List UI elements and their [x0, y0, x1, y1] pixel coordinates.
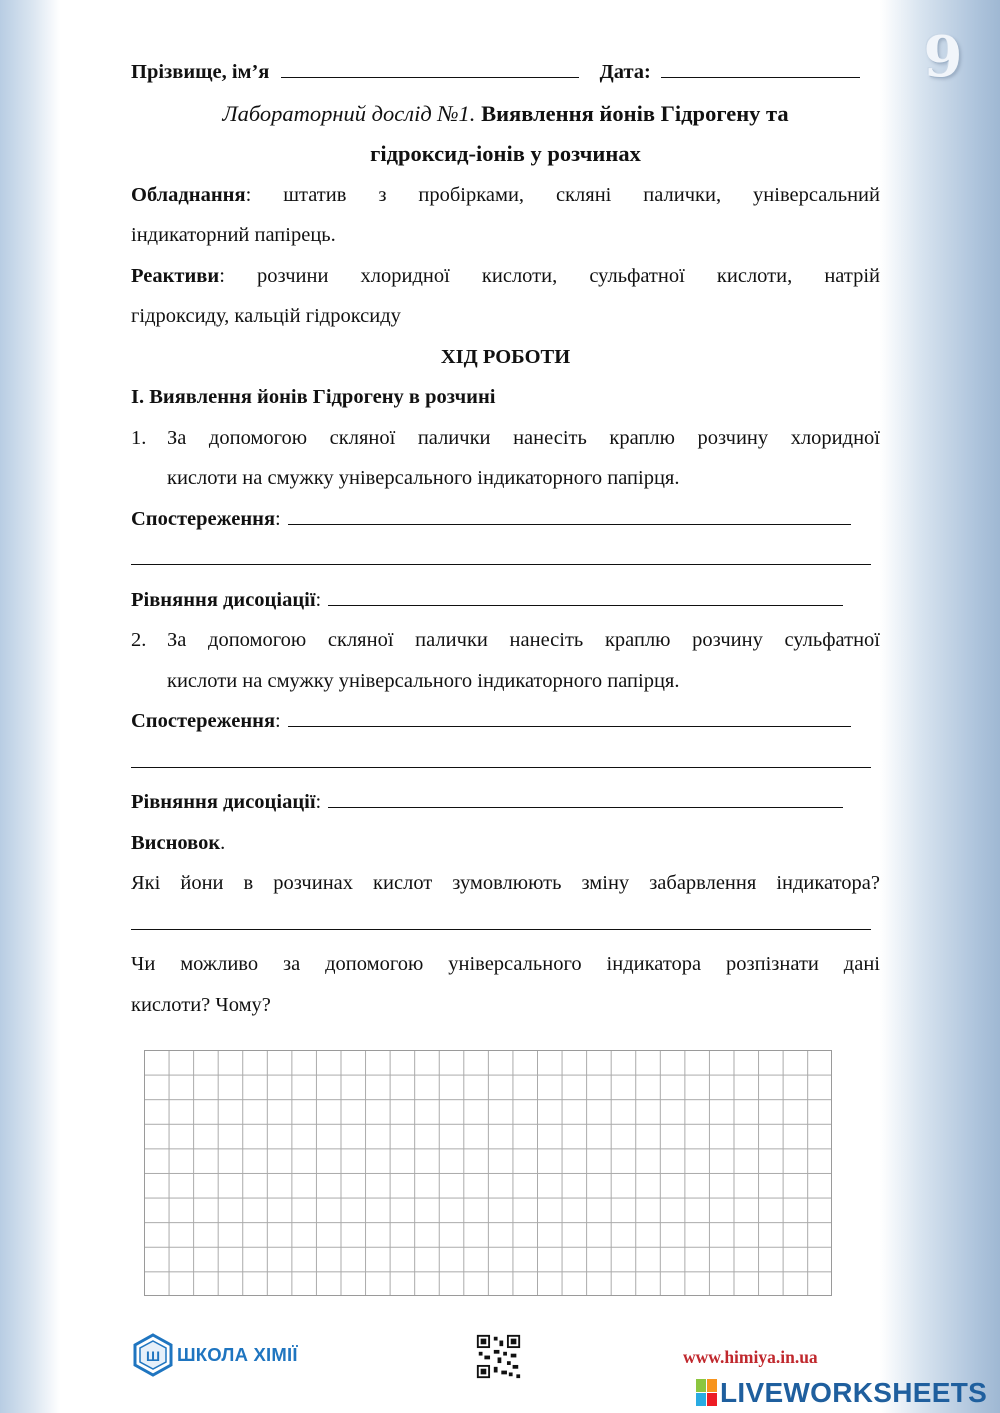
title-prefix: Лабораторний дослід №1.: [222, 100, 476, 126]
step-2-line-1: [131, 620, 880, 661]
step-1-line-1: [131, 418, 880, 459]
step-2-line-2: кислоти на смужку універсального індикаторного папірця.: [167, 669, 680, 692]
page-left-gradient: [0, 0, 60, 1413]
step-1-number: 1.: [131, 426, 147, 449]
observation-2-row-2: [131, 742, 880, 783]
observation-1-label: Спостереження: [131, 507, 276, 530]
equipment-label: Обладнання: [131, 183, 246, 206]
title-main: Виявлення йонів Гідрогену та: [481, 100, 789, 126]
svg-text:Ш: Ш: [145, 1348, 161, 1364]
name-input-line[interactable]: [281, 53, 579, 78]
equipment-text-1: штатив з пробірками, скляні палички, універсальний: [283, 183, 880, 206]
observation-1-input-line-2[interactable]: [131, 540, 871, 565]
equation-1-input-line[interactable]: [328, 581, 843, 606]
worksheet-content: [131, 52, 880, 1025]
observation-1-input-line[interactable]: [288, 500, 851, 525]
observation-2-row: Спостереження:: [131, 701, 880, 742]
reagents-line-2: гідроксиду, кальцій гідроксиду: [131, 305, 401, 327]
name-label: Прізвище, ім’я: [131, 61, 270, 83]
conclusion-answer-1-line[interactable]: [131, 905, 871, 930]
conclusion-label: Висновок: [131, 831, 221, 854]
procedure-heading: ХІД РОБОТИ: [440, 345, 571, 368]
conclusion-answer-1-row: [131, 904, 880, 945]
observation-2-label: Спостереження: [131, 710, 276, 732]
conclusion-question-1: Які йони в розчинах кислот зумовлюють зміну забарвлення індикатора?: [131, 872, 880, 894]
equation-1-label: Рівняння дисоціації: [131, 588, 316, 611]
equipment-line-2: індикаторний папірець.: [131, 224, 336, 246]
title-line-2: гідроксид-іонів у розчинах: [370, 141, 641, 166]
step-1-text-1: За допомогою скляної палички нанесіть краплю розчину хлоридної: [167, 426, 880, 449]
liveworksheets-logo[interactable]: [696, 1376, 987, 1410]
reagents-line-1: Реактиви: розчини хлоридної кислоти, сульфатної кислоти, натрій: [131, 264, 880, 287]
observation-2-input-line-2[interactable]: [131, 743, 871, 768]
answer-grid-area[interactable]: [144, 1050, 832, 1296]
reagents-label: Реактиви: [131, 264, 220, 287]
equipment-line-1: Обладнання: штатив з пробірками, скляні палички, універсальний: [131, 183, 880, 206]
page-right-gradient: [880, 0, 1000, 1413]
step-2-text-1: За допомогою скляної палички нанесіть краплю розчину сульфатної: [167, 629, 880, 651]
conclusion-question-2-line-2: кислоти? Чому?: [131, 993, 271, 1016]
hexagon-logo-icon: [131, 1333, 175, 1377]
equation-2-input-line[interactable]: [328, 783, 843, 808]
observation-1-row: Спостереження:: [131, 499, 880, 540]
observation-1-row-2: [131, 539, 880, 580]
step-1-line-2: кислоти на смужку універсального індикаторного папірця.: [167, 467, 680, 489]
liveworksheets-badge-icon: [696, 1378, 718, 1408]
date-input-line[interactable]: [661, 53, 860, 78]
title-line-1: [131, 94, 880, 135]
page-number: 9: [923, 24, 963, 90]
school-of-chemistry-logo: [131, 1333, 341, 1377]
step-2-number: 2.: [131, 629, 147, 651]
equation-2-row: Рівняння дисоціації:: [131, 782, 880, 823]
observation-2-input-line[interactable]: [288, 702, 851, 727]
liveworksheets-text: LIVEWORKSHEETS: [720, 1377, 988, 1408]
reagents-text-1: розчини хлоридної кислоти, сульфатної кислоти, натрій: [257, 264, 880, 287]
conclusion-question-2-line-1: Чи можливо за допомогою універсального індикатора розпізнати дані: [131, 953, 880, 975]
conclusion-row: Висновок.: [131, 831, 226, 854]
date-label: Дата:: [599, 61, 651, 83]
equation-1-row: Рівняння дисоціації:: [131, 580, 880, 621]
equation-2-label: Рівняння дисоціації: [131, 791, 316, 813]
header-row: [131, 52, 880, 93]
logo-text: ШКОЛА ХІМІЇ: [177, 1344, 298, 1365]
website-link[interactable]: www.himiya.in.ua: [683, 1347, 818, 1367]
qr-code-icon[interactable]: [475, 1333, 522, 1380]
section1-heading: І. Виявлення йонів Гідрогену в розчині: [131, 386, 496, 408]
